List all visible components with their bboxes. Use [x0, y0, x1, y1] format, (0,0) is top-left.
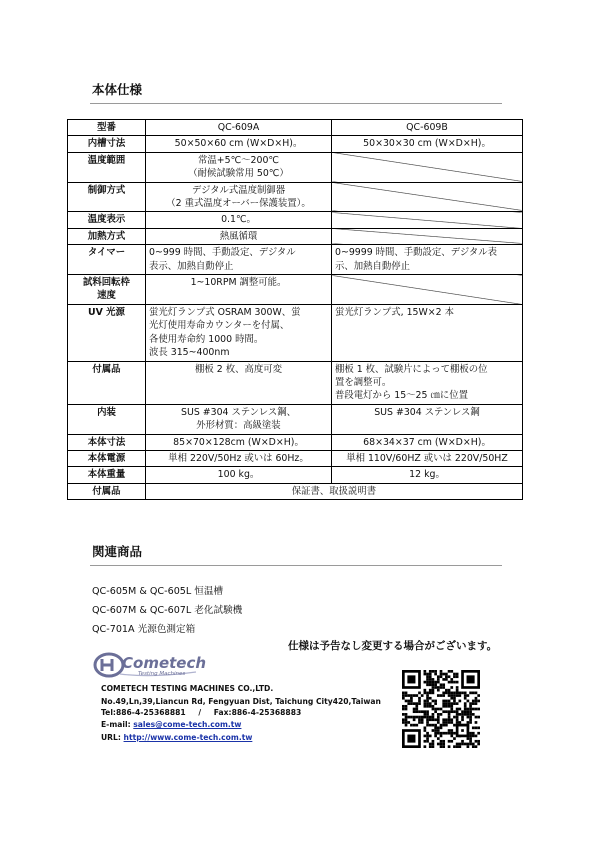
cell-line: 本体電源 [87, 452, 126, 464]
cell-qc-609b [332, 136, 523, 152]
cell-qc-609a [146, 136, 332, 152]
row-label [68, 434, 146, 450]
company-email [101, 720, 241, 730]
cell-empty [332, 182, 523, 212]
cell-line: 50×30×30 cm (W×D×H)。 [363, 138, 491, 150]
row-label [68, 450, 146, 466]
cell-line: 50×50×60 cm (W×D×H)。 [174, 138, 303, 150]
cell-merged: 保証書、取扱説明書 [146, 483, 523, 499]
cell-line: 加熱方式 [87, 230, 126, 242]
spec-table [67, 119, 523, 500]
divider [90, 103, 502, 104]
cell-qc-609a [146, 228, 332, 244]
cell-line: 単相 220V/50Hz 或いは 60Hz。 [168, 452, 309, 464]
website-link[interactable]: http://www.come-tech.com.tw [123, 733, 253, 742]
cell-qc-609a [146, 152, 332, 182]
cell-qc-609a [146, 434, 332, 450]
cell-line: 置を調整可。 [335, 376, 392, 388]
cell-qc-609b [332, 467, 523, 483]
cell-line: 1~10RPM 調整可能。 [190, 277, 287, 289]
cell-qc-609a [146, 182, 332, 212]
cell-qc-609a [146, 361, 332, 404]
table-header-row [68, 120, 523, 136]
row-label [68, 228, 146, 244]
cell-qc-609a [146, 450, 332, 466]
logo-subtitle: Testing Machines [138, 671, 186, 677]
cell-line: 示、加熱自動停止 [335, 260, 411, 272]
cell-line: 本体重量 [87, 469, 126, 481]
cell-line: 表示、加熱自動停止 [149, 260, 234, 272]
cell-qc-609b [332, 361, 523, 404]
table-row [68, 182, 523, 212]
cell-qc-609a [146, 275, 332, 305]
cell-empty [332, 152, 523, 182]
row-label [68, 152, 146, 182]
section-title-spec: 本体仕様 [92, 82, 143, 97]
cell-line: 温度範囲 [87, 154, 126, 166]
header-model: QC-609B [332, 120, 523, 136]
table-row [68, 212, 523, 228]
header-label: 型番 [68, 120, 146, 136]
cell-line: 付属品 [92, 363, 121, 375]
cell-line: 熱風循環 [219, 230, 258, 242]
row-label [68, 467, 146, 483]
cell-line: 蛍光灯ランプ式 OSRAM 300W、蛍 [149, 306, 301, 318]
cell-line: 85×70×128cm (W×D×H)。 [173, 436, 304, 448]
table-row [68, 404, 523, 434]
row-label [68, 245, 146, 275]
company-phone [101, 708, 301, 718]
table-row [68, 450, 523, 466]
cell-empty [332, 212, 523, 228]
email-link[interactable]: sales@come-tech.com.tw [133, 720, 242, 729]
cell-qc-609a [146, 212, 332, 228]
cell-line: SUS #304 ステンレス鋼、 [181, 406, 296, 418]
cell-line: 0~999 時間、手動設定、デジタル [149, 247, 296, 259]
company-name: COMETECH TESTING MACHINES CO.,LTD. [101, 684, 274, 693]
row-label [68, 304, 146, 361]
row-label [68, 212, 146, 228]
cell-line: 100 kg。 [217, 469, 260, 481]
related-item[interactable]: QC-701A 光源色測定箱 [92, 624, 196, 635]
cell-qc-609b [332, 450, 523, 466]
table-row [68, 245, 523, 275]
related-item[interactable]: QC-605M & QC-605L 恒温槽 [92, 586, 224, 597]
cell-line: 波長 315~400nm [149, 347, 230, 359]
table-row [68, 304, 523, 361]
cell-line: 内槽寸法 [87, 138, 126, 150]
tel: Tel:886-4-25368881 [101, 708, 186, 717]
email-label: E-mail: [101, 720, 134, 729]
cell-qc-609a [146, 245, 332, 275]
cell-line: 速度 [97, 290, 116, 302]
header-model: QC-609A [146, 120, 332, 136]
row-label: 付属品 [68, 483, 146, 499]
row-label [68, 404, 146, 434]
table-row [68, 434, 523, 450]
disclaimer-text: 仕様は予告なし変更する場合がございます。 [288, 640, 498, 652]
cell-line: 内装 [97, 406, 116, 418]
cell-line: UV 光源 [88, 306, 125, 318]
cell-qc-609b [332, 245, 523, 275]
table-row [68, 228, 523, 244]
cell-line: 棚板 2 枚、高度可変 [195, 363, 282, 375]
table-row [68, 136, 523, 152]
cell-line: 12 kg。 [409, 469, 445, 481]
cell-line: タイマー [87, 247, 126, 259]
related-item[interactable]: QC-607M & QC-607L 老化試験機 [92, 605, 243, 616]
cell-line: デジタル式温度制御器 [191, 184, 286, 196]
table-row [68, 361, 523, 404]
cell-line: 普段電灯から 15～25 ㎝に位置 [335, 390, 468, 402]
cell-line: 棚板 1 枚、試験片によって棚板の位 [335, 363, 488, 375]
cell-qc-609b [332, 434, 523, 450]
qr-code-icon[interactable] [402, 670, 480, 748]
divider [90, 565, 502, 566]
company-address: No.49,Ln,39,Liancun Rd, Fengyuan Dist, Taichung City420,Taiwan [101, 697, 381, 706]
url-label: URL: [101, 733, 124, 742]
cell-line: 制御方式 [87, 184, 126, 196]
table-row [68, 483, 523, 499]
table-row [68, 152, 523, 182]
cell-line: SUS #304 ステンレス鋼 [374, 406, 480, 418]
cell-line: 常温+5℃～200℃ [198, 154, 279, 166]
row-label [68, 136, 146, 152]
separator: / [198, 708, 202, 717]
cell-line: 外形材質：高級塗装 [196, 420, 281, 432]
fax: Fax:886-4-25368883 [213, 708, 302, 717]
cell-line: 本体寸法 [87, 436, 126, 448]
cell-qc-609b [332, 304, 523, 361]
cell-line: 各使用寿命約 1000 時間。 [149, 333, 264, 345]
table-row [68, 275, 523, 305]
cell-qc-609a [146, 404, 332, 434]
cell-qc-609b [332, 404, 523, 434]
cell-line: 単相 110V/60HZ 或いは 220V/50HZ [346, 452, 508, 464]
cell-line: 試料回転枠 [83, 277, 130, 289]
row-label [68, 182, 146, 212]
row-label [68, 275, 146, 305]
cell-line: （2 重式温度オーバー保護装置）。 [166, 198, 311, 210]
row-label [68, 361, 146, 404]
cell-line: 蛍光灯ランプ式, 15W×2 本 [335, 306, 454, 318]
cell-qc-609a [146, 467, 332, 483]
cell-line: 0~9999 時間、手動設定、デジタル表 [335, 247, 497, 259]
cell-qc-609a [146, 304, 332, 361]
company-url [101, 733, 252, 743]
cell-empty [332, 228, 523, 244]
cell-line: （耐候試験常用 50℃） [188, 168, 289, 180]
cell-line: 光灯使用寿命カウンターを付属、 [149, 320, 290, 332]
cell-line: 0.1℃。 [221, 214, 256, 226]
logo-name: Cometech [122, 654, 207, 672]
section-title-related: 関連商品 [92, 544, 143, 559]
cell-line: 68×34×37 cm (W×D×H)。 [363, 436, 491, 448]
table-row [68, 467, 523, 483]
cell-empty [332, 275, 523, 305]
cell-line: 温度表示 [87, 214, 126, 226]
